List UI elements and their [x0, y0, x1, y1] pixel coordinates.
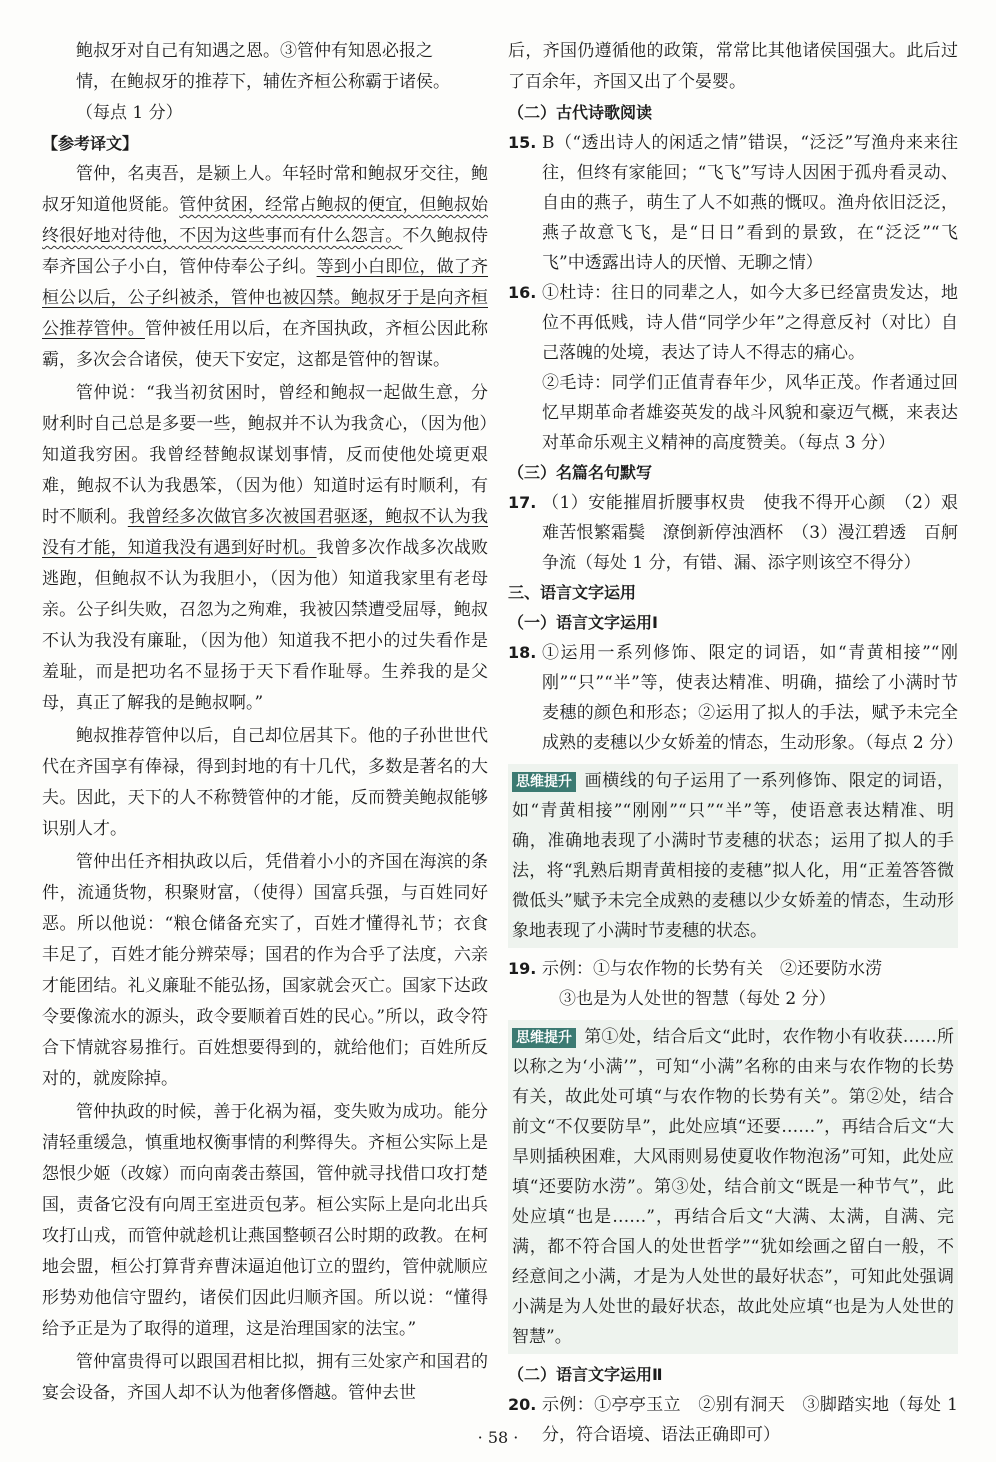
translation-paragraph-1	[42, 159, 488, 376]
question-number: 17.	[508, 493, 537, 512]
question-answer: （1）安能摧眉折腰事权贵 使我不得开心颜 （2）艰难苦恨繁霜鬓 潦倒新停浊酒杯 （3）漫江碧透 百舸争流（每处 1 分，有错、漏、添字则该空不得分）	[542, 493, 958, 573]
thinking-tip-text: 第①处，结合后文“此时，农作物小有收获……所以称之为‘小满’”，可知“小满”名称的由来与农作物的长势有关，故此处可填“与农作物的长势有关”。第②处，结合前文“不仅要防旱”，此处应填“还要……”，再结合后文“大旱则插秧困难，大风雨则易使夏收作物泡汤”可知，此处应填“还要防水涝”。第③处，结合前文“既是一种节气”，此处应填“也是……”，再结合后文“大满、太满，自满、完满，都不符合国人的处世哲学”“犹如绘画之留白一般，不经意间之小满，才是为人处世的最好状态”，可知此处强调小满是为人处世的最好状态，故此处应填“也是为人处世的智慧”。	[512, 1027, 954, 1347]
translation-paragraph-5: 管仲执政的时候，善于化祸为福，变失败为成功。能分清轻重缓急，慎重地权衡事情的利弊得失。齐桓公实际上是怨恨少姬（改嫁）而向南袭击蔡国，管仲就寻找借口攻打楚国，责备它没有向周王室进贡包茅。桓公实际上是向北出兵攻打山戎，而管仲就趁机让燕国整顿召公时期的政教。在柯地会盟，桓公打算背弃曹沫逼迫他订立的盟约，管仲就顺应形势劝他信守盟约，诸侯们因此归顺齐国。所以说：“懂得给予正是为了取得的道理，这是治理国家的法宝。”	[42, 1102, 488, 1339]
question-15	[508, 128, 958, 278]
question-answer-line-1: 示例：①与农作物的长势有关 ②还要防水涝	[542, 959, 882, 979]
para1-text-b: 不久鲍叔侍奉齐国公子小白，管仲侍奉公子纠。	[42, 226, 488, 277]
question-number: 16.	[508, 283, 537, 302]
para2-text-b: 我曾多次作战多次战败逃跑，但鲍叔不认为我胆小，（因为他）知道我家里有老母亲。公子纠失败，召忽为之殉难，我被囚禁遭受屈辱，鲍叔不认为我没有廉耻，（因为他）知道我不把小的过失看作是羞耻，而是把功名不显扬于天下看作耻辱。生养我的是父母，真正了解我的是鲍叔啊。”	[42, 538, 489, 713]
question-number: 18.	[508, 643, 537, 662]
question-answer: ①运用一系列修饰、限定的词语，如“青黄相接”“刚刚”“只”“半”等，使表达精准、明确，描绘了小满时节麦穗的颜色和形态；②运用了拟人的手法，赋予未完全成熟的麦穗以少女娇羞的情态，生动形象。（每点 2 分）	[542, 643, 964, 753]
thinking-tip-badge: 思维提升	[512, 1028, 576, 1048]
para1-wavy-underline: 管仲贫困，经常占鲍叔的便宜，但鲍叔始终很好地对待他，不因为这些事而有什么怨言。	[42, 195, 489, 246]
question-16	[508, 278, 958, 458]
section-language-use-1-heading: （一）语言文字运用Ⅰ	[508, 613, 658, 632]
section-famous-lines-heading: （三）名篇名句默写	[508, 463, 653, 482]
para2-underline: 我曾经多次做官多次被国君驱逐，鲍叔不认为我没有才能，知道我没有遇到好时机。	[42, 507, 489, 558]
question-answer-line-2: ③也是为人处世的智慧（每处 2 分）	[559, 989, 836, 1009]
page-number: · 58 ·	[477, 1428, 519, 1447]
left-column	[42, 36, 488, 1409]
question-number: 19.	[508, 959, 537, 978]
question-answer: 示例：①亭亭玉立 ②别有洞天 ③脚踏实地（每处 1 分，符合语境、语法正确即可）	[542, 1395, 958, 1445]
question-answer-part-2: ②毛诗：同学们正值青春年少，风华正茂。作者通过回忆早期革命者雄姿英发的战斗风貌和豪迈气概，来表达对革命乐观主义精神的高度赞美。（每点 3 分）	[542, 373, 958, 453]
translation-paragraph-6: 管仲富贵得可以跟国君相比拟，拥有三处家产和国君的宴会设备，齐国人却不认为他奢侈僭越。管仲去世	[42, 1352, 488, 1403]
intro-score: （每点 1 分）	[76, 103, 183, 123]
question-number: 20.	[508, 1395, 537, 1414]
right-column	[508, 36, 964, 1450]
question-17	[508, 488, 958, 578]
intro-line-2: 情，在鲍叔牙的推荐下，辅佐齐桓公称霸于诸侯。	[76, 72, 450, 92]
para2-text-a: 管仲说：“我当初贫困时，曾经和鲍叔一起做生意，分财利时自己总是多要一些，鲍叔并不认为我贪心，（因为他）知道我穷困。我曾经替鲍叔谋划事情，反而使他处境更艰难，鲍叔不认为我愚笨，（因为他）知道时运有时顺利，有时不顺利。	[42, 383, 488, 527]
question-answer-part-1: ①杜诗：往日的同辈之人，如今大多已经富贵发达，地位不再低贱，诗人借“同学少年”之得意反衬（对比）自己落魄的处境，表达了诗人不得志的痛心。	[542, 283, 958, 363]
thinking-tip-box-2	[508, 1020, 958, 1354]
para1-text-c: 管仲被任用以后，在齐国执政，齐桓公因此称霸，多次会合诸侯，使天下安定，这都是管仲的智谋。	[42, 319, 489, 370]
question-number: 15.	[508, 133, 537, 152]
intro-line-1: 鲍叔牙对自己有知遇之恩。③管仲有知恩必报之	[76, 41, 433, 61]
part-language-use-heading: 三、语言文字运用	[508, 583, 637, 602]
question-18	[508, 638, 964, 758]
para1-text-a: 管仲，名夷吾，是颍上人。年轻时常和鲍叔牙交往，鲍叔牙知道他贤能。	[42, 164, 488, 215]
reference-translation-heading: 【参考译文】	[42, 134, 139, 153]
thinking-tip-box-1	[508, 764, 958, 948]
section-language-use-2-heading: （二）语言文字运用Ⅱ	[508, 1365, 663, 1384]
thinking-tip-text: 画横线的句子运用了一系列修饰、限定的词语，如“青黄相接”“刚刚”“只”“半”等，使语意表达精准、明确，准确地表现了小满时节麦穗的状态；运用了拟人的手法，将“乳熟后期青黄相接的麦穗”拟人化，用“正羞答答微微低头”赋予未完全成熟的麦穗以少女娇羞的情态，生动形象地表现了小满时节麦穗的状态。	[512, 771, 954, 941]
translation-paragraph-3: 鲍叔推荐管仲以后，自己却位居其下。他的子孙世世代代在齐国享有俸禄，得到封地的有十几代，多数是著名的大夫。因此，天下的人不称赞管仲的才能，反而赞美鲍叔能够识别人才。	[42, 726, 488, 839]
section-ancient-poetry-heading: （二）古代诗歌阅读	[508, 103, 653, 122]
thinking-tip-badge: 思维提升	[512, 772, 576, 792]
translation-paragraph-4: 管仲出任齐相执政以后，凭借着小小的齐国在海滨的条件，流通货物，积聚财富，（使得）国富兵强，与百姓同好恶。所以他说：“粮仓储备充实了，百姓才懂得礼节；衣食丰足了，百姓才能分辨荣辱；国君的作为合乎了法度，六亲才能团结。礼义廉耻不能弘扬，国家就会灭亡。国家下达政令要像流水的源头，政令要顺着百姓的民心。”所以，政令符合下情就容易推行。百姓想要得到的，就给他们；百姓所反对的，就废除掉。	[42, 852, 488, 1089]
translation-paragraph-2	[42, 378, 488, 719]
question-answer: B（“透出诗人的闲适之情”错误，“泛泛”写渔舟来来往往，但终有家能回；“飞飞”写诗人因困于孤舟看灵动、自由的燕子，萌生了人不如燕的慨叹。渔舟依旧泛泛，燕子故意飞飞，是“日日”看到的景致，在“泛泛”“飞飞”中透露出诗人的厌憎、无聊之情）	[542, 133, 958, 273]
para1-underline: 等到小白即位，做了齐桓公以后，公子纠被杀，管仲也被囚禁。鲍叔牙于是向齐桓公推荐管仲。	[42, 257, 489, 339]
question-19	[508, 954, 958, 1014]
continued-text: 后，齐国仍遵循他的政策，常常比其他诸侯国强大。此后过了百余年，齐国又出了个晏婴。	[508, 41, 958, 92]
